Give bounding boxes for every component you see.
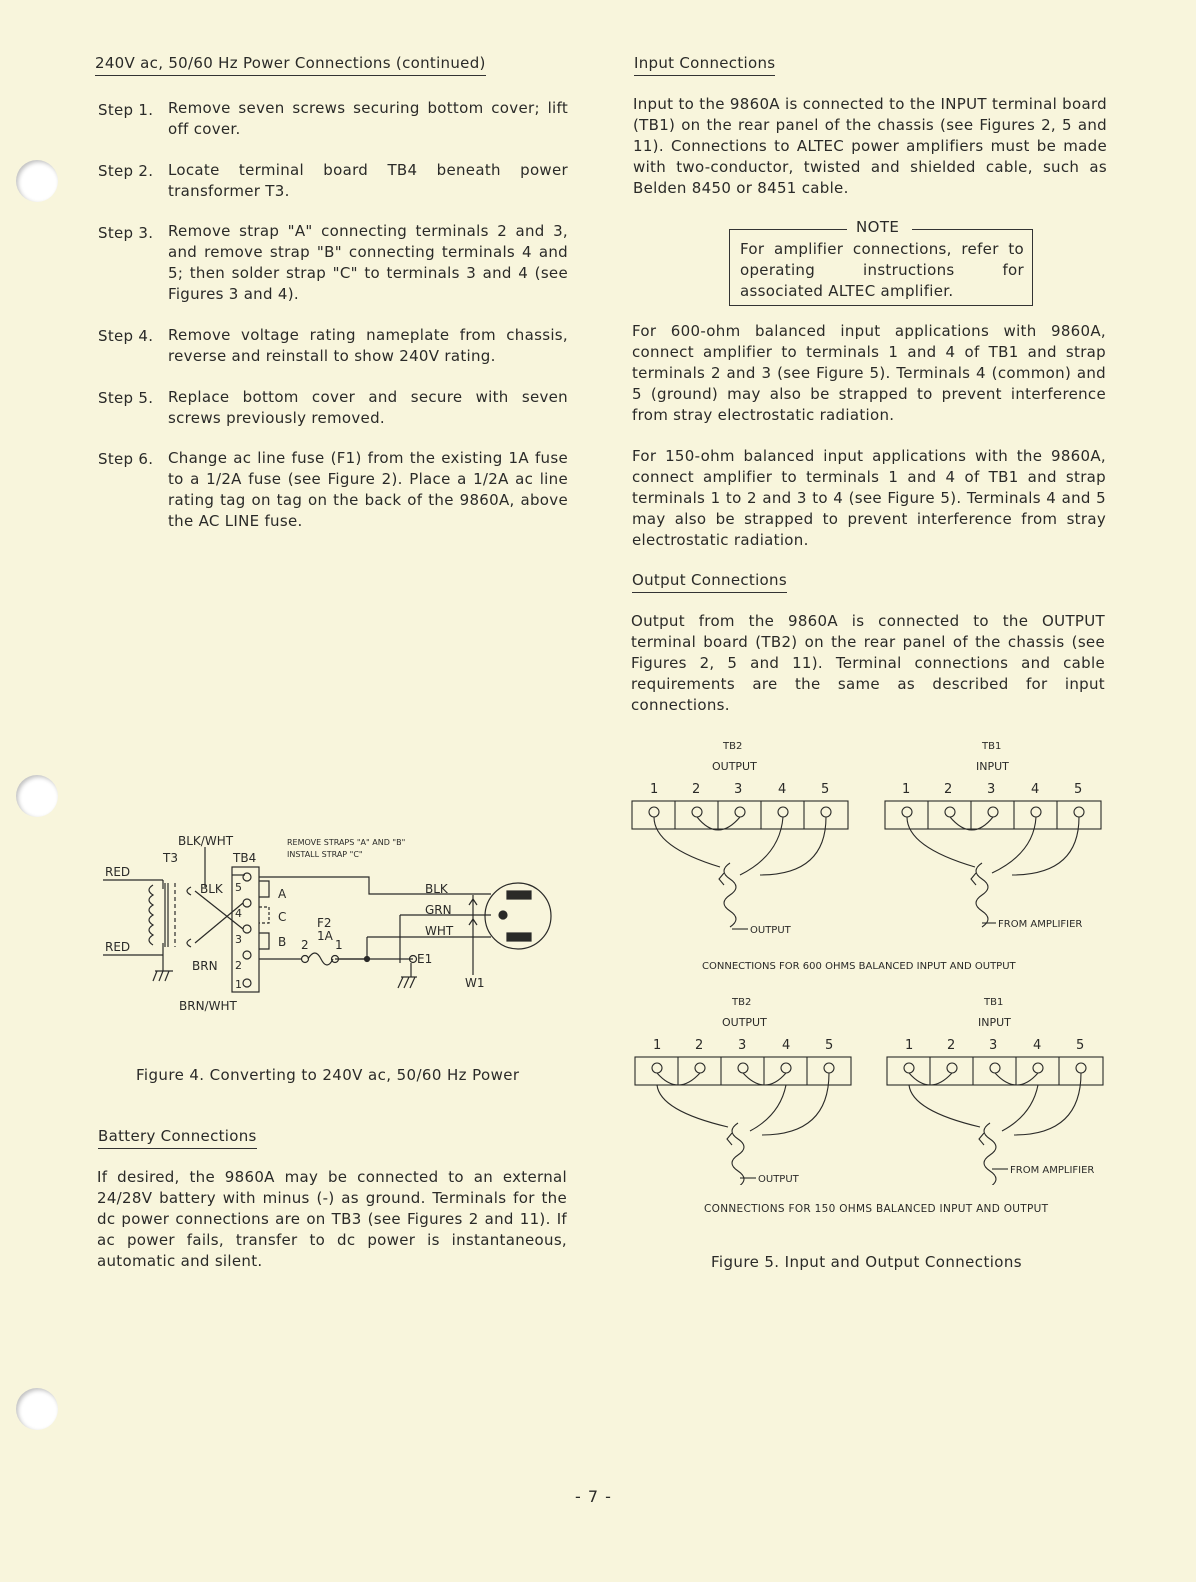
label-wht: WHT: [425, 924, 454, 938]
step-label: Step 3.: [98, 224, 154, 242]
binder-hole-top: [16, 160, 58, 202]
page-number: - 7 -: [575, 1487, 612, 1506]
tb1-term-3: 3: [987, 782, 996, 797]
tb1-term-5: 5: [1074, 782, 1083, 797]
label-red-bottom: RED: [105, 940, 131, 954]
binder-hole-middle: [16, 775, 58, 817]
tb1-input-label-150: INPUT: [978, 1016, 1011, 1029]
label-t3: T3: [163, 851, 178, 865]
para-150-ohm: For 150-ohm balanced input applications with the 9860A, connect amplifier to terminals 1 and 4 of TB1 and strap terminals 1 to 2 and 3 to 4 (see Figure 5). Terminals 4 and 5 may also be strapped to prevent interference from stray electrostatic radiation.: [632, 447, 1106, 549]
step-label: Step 4.: [98, 327, 154, 345]
tb1-term-1-150: 1: [905, 1038, 914, 1053]
arrow-from-amp-600: FROM AMPLIFIER: [998, 919, 1083, 930]
tb2-term-2-150: 2: [695, 1038, 704, 1053]
label-w1: W1: [465, 976, 485, 990]
label-red-top: RED: [105, 865, 131, 879]
tb2-term-3-150: 3: [738, 1038, 747, 1053]
tb2-output-label-150: OUTPUT: [722, 1016, 767, 1029]
step-text: Remove strap "A" connecting terminals 2 and 3, and remove strap "B" connecting terminals 4 and 5; then solder strap "C" to terminals 3 and 4 (see Figures 3 and 4).: [168, 222, 568, 303]
tb2-term-5: 5: [821, 782, 830, 797]
figure5-diagrams: [620, 735, 1110, 1185]
step-label: Step 1.: [98, 101, 154, 119]
tb2-term-1-150: 1: [653, 1038, 662, 1053]
arrow-output-150: OUTPUT: [758, 1174, 799, 1185]
label-f2-pin1: 1: [335, 938, 343, 952]
label-grn: GRN: [425, 903, 452, 917]
section-heading-power: 240V ac, 50/60 Hz Power Connections (continued): [95, 54, 486, 76]
label-blk: BLK: [425, 882, 448, 896]
tb1-term-5-150: 5: [1076, 1038, 1085, 1053]
caption-600: CONNECTIONS FOR 600 OHMS BALANCED INPUT AND OUTPUT: [702, 961, 1016, 972]
tb2-label-600: TB2: [723, 741, 743, 752]
caption-150-ohm-text: CONNECTIONS FOR 150 OHMS BALANCED INPUT AND OUTPUT: [704, 1203, 1049, 1215]
label-brn: BRN: [192, 959, 218, 973]
tb2-output-label-600: OUTPUT: [712, 760, 757, 773]
tb2-term-2: 2: [692, 782, 701, 797]
tb1-term-1: 1: [902, 782, 911, 797]
binder-hole-bottom: [16, 1388, 58, 1430]
label-f2-rating: 1A: [317, 929, 333, 943]
label-note-remove: REMOVE STRAPS "A" AND "B": [287, 838, 406, 847]
tb1-term-2: 2: [944, 782, 953, 797]
step-text: Remove seven screws securing bottom cover; lift off cover.: [168, 99, 568, 138]
step-label: Step 5.: [98, 389, 154, 407]
output-text: Output from the 9860A is connected to the OUTPUT terminal board (TB2) on the rear panel of the chassis (see Figures 2, 5 and 11). Terminal connections and cable requirements are the same as described for input connections.: [631, 612, 1105, 714]
arrow-output-600: OUTPUT: [750, 925, 791, 936]
step-text: Change ac line fuse (F1) from the existing 1A fuse to a 1/2A fuse (see Figure 2). Place a 1/2A ac line rating tag on tag on the back of the 9860A, above the AC LINE fuse.: [168, 449, 568, 530]
label-e1: E1: [417, 952, 433, 966]
note-text: For amplifier connections, refer to operating instructions for associated ALTEC amplifier.: [740, 240, 1024, 300]
step-label: Step 2.: [98, 162, 154, 180]
arrow-from-amp-150: FROM AMPLIFIER: [1010, 1165, 1095, 1176]
step-label: Step 6.: [98, 450, 154, 468]
label-brn-wht: BRN/WHT: [179, 999, 237, 1013]
tb1-input-label-600: INPUT: [976, 760, 1009, 773]
tb4-term-3: 3: [235, 933, 242, 946]
label-blk-wht: BLK/WHT: [178, 834, 234, 848]
tb4-term-2: 2: [235, 959, 242, 972]
label-f2-pin2: 2: [301, 938, 309, 952]
battery-text: If desired, the 9860A may be connected to an external 24/28V battery with minus (-) as ground. Terminals for the dc power connections are on TB3 (see Figures 2 and 11). If ac power fails, transfer to dc power is instantaneous, automatic and silent.: [97, 1168, 567, 1270]
note-box: [729, 229, 1033, 306]
para-600-ohm: For 600-ohm balanced input applications with 9860A, connect amplifier to terminals 1 and 4 of TB1 and strap terminals 2 and 3 (see Figure 5). Terminals 4 (common) and 5 (ground) may also be strapped to prevent interference from stray electrostatic radiation.: [632, 322, 1106, 424]
tb4-term-5: 5: [235, 881, 242, 894]
tb1-label-150: TB1: [984, 997, 1004, 1008]
tb1-label-600: TB1: [982, 741, 1002, 752]
label-f2: F2: [317, 916, 332, 930]
input-heading: Input Connections: [634, 54, 775, 76]
figure4-caption: Figure 4. Converting to 240V ac, 50/60 Hz Power: [136, 1066, 520, 1084]
label-tb4: TB4: [233, 851, 257, 865]
label-note-install: INSTALL STRAP "C": [287, 850, 363, 859]
strap-c: C: [278, 910, 287, 924]
tb2-label-150: TB2: [732, 997, 752, 1008]
tb2-term-1: 1: [650, 782, 659, 797]
tb4-term-1: 1: [235, 978, 242, 991]
tb2-term-5-150: 5: [825, 1038, 834, 1053]
tb1-term-2-150: 2: [947, 1038, 956, 1053]
step-text: Replace bottom cover and secure with seven screws previously removed.: [168, 388, 568, 427]
step-text: Remove voltage rating nameplate from chassis, reverse and reinstall to show 240V rating.: [168, 326, 568, 365]
note-title: NOTE: [848, 218, 907, 236]
strap-b: B: [278, 935, 287, 949]
battery-heading: Battery Connections: [98, 1127, 257, 1149]
label-blk-inner: BLK: [200, 882, 223, 896]
tb1-term-4-150: 4: [1033, 1038, 1042, 1053]
tb1-term-3-150: 3: [989, 1038, 998, 1053]
tb2-term-4: 4: [778, 782, 787, 797]
step-text: Locate terminal board TB4 beneath power transformer T3.: [168, 161, 568, 200]
figure4-schematic: [95, 825, 565, 1025]
tb2-term-4-150: 4: [782, 1038, 791, 1053]
input-text: Input to the 9860A is connected to the INPUT terminal board (TB1) on the rear panel of the chassis (see Figures 2, 5 and 11). Connections to ALTEC power amplifiers must be made with two-conductor, twisted and shielded cable, such as Belden 8450 or 8451 cable.: [633, 95, 1107, 197]
figure5-caption: Figure 5. Input and Output Connections: [711, 1253, 1023, 1271]
tb2-term-3: 3: [734, 782, 743, 797]
strap-a: A: [278, 887, 287, 901]
output-heading: Output Connections: [632, 571, 787, 593]
tb4-term-4: 4: [235, 907, 242, 920]
tb1-term-4: 4: [1031, 782, 1040, 797]
